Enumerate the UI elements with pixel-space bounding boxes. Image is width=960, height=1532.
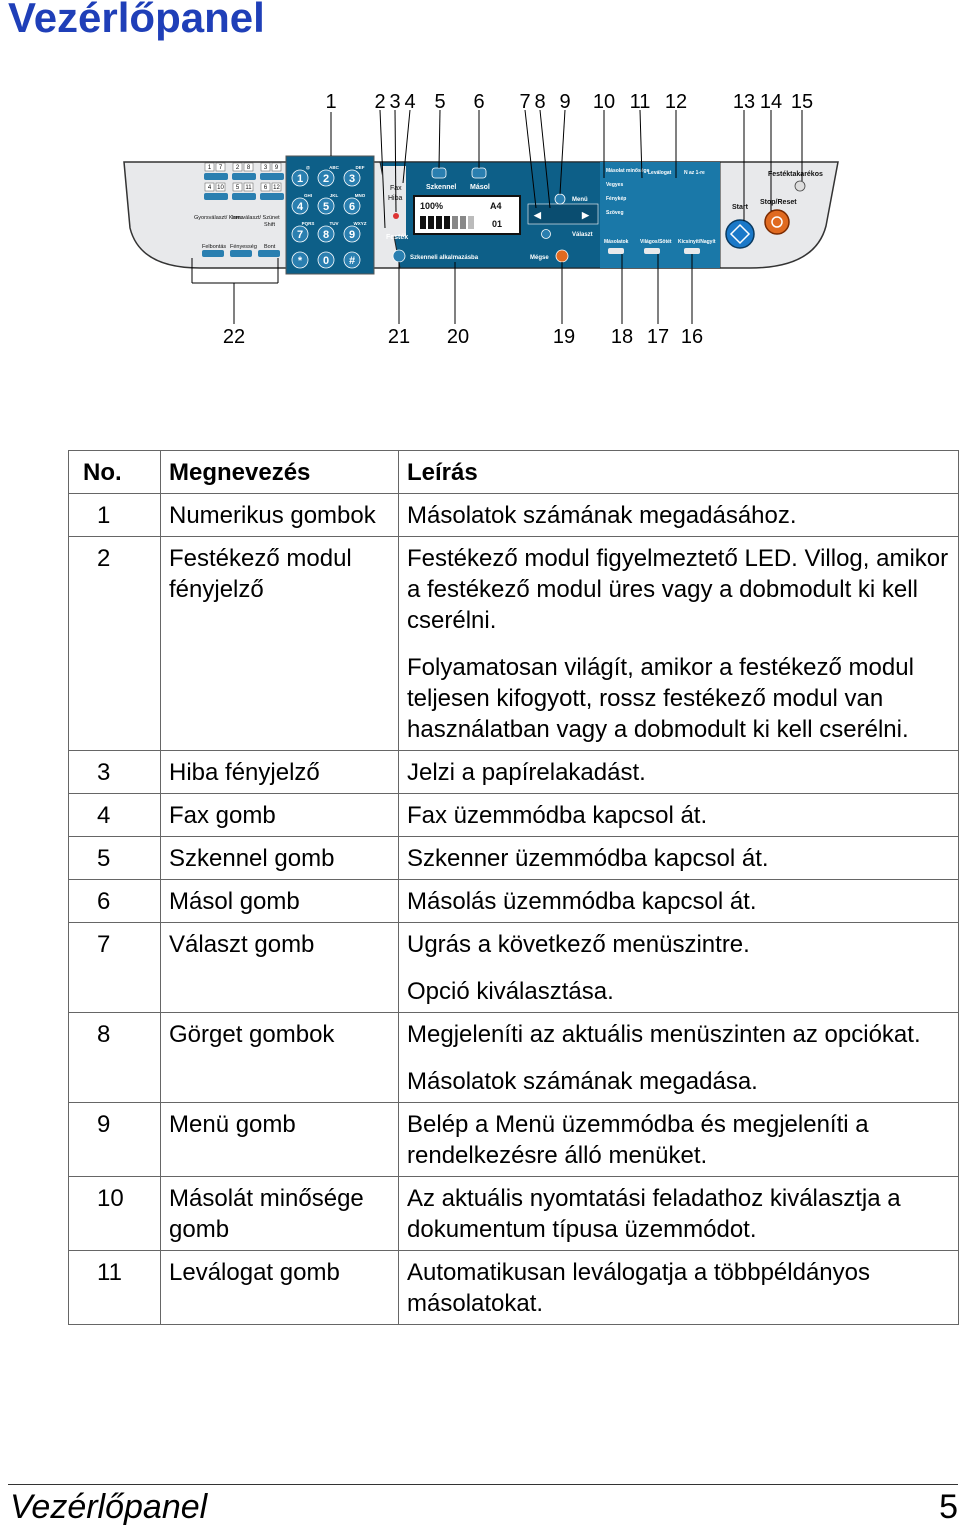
row-number: 5 [69, 837, 161, 880]
callout-number: 11 [629, 91, 651, 113]
szoveg-label: Szöveg [606, 210, 624, 216]
keypad-key-label: 0 [322, 255, 330, 267]
row-name: Választ gomb [161, 923, 399, 1013]
keypad-key-label: 4 [296, 201, 304, 213]
callout-number: 17 [646, 326, 670, 348]
callout-number: 13 [732, 91, 756, 113]
keypad-letters: WXYZ [353, 221, 367, 226]
festektakarekos-button[interactable] [795, 181, 805, 191]
callout-number: 9 [559, 91, 571, 113]
callout-number: 4 [404, 91, 416, 113]
callout-number: 3 [389, 91, 401, 113]
row-number: 7 [69, 923, 161, 1013]
bont-button[interactable] [258, 250, 280, 257]
table-row [69, 794, 959, 837]
speed-dial-number: 9 [274, 165, 279, 171]
callout-number: 19 [552, 326, 576, 348]
speed-dial-button[interactable] [232, 173, 256, 180]
keypad-key-label: 2 [322, 173, 330, 185]
description-paragraph: Opció kiválasztása. [407, 978, 614, 1005]
callout-number: 15 [790, 91, 814, 113]
keypad-letters: GHI [303, 193, 313, 198]
szkenneli-alkalmazasba-button[interactable] [393, 250, 405, 262]
speed-dial-button[interactable] [232, 193, 256, 200]
description-paragraph: Fax üzemmódba kapcsol át. [407, 802, 708, 829]
row-name: Fax gomb [161, 794, 399, 837]
vilagos-sotet-label: Világos/Sötét [640, 239, 672, 245]
masol-button[interactable] [472, 168, 486, 178]
row-number: 8 [69, 1013, 161, 1103]
callout-number: 16 [680, 326, 704, 348]
speed-dial-number: 4 [207, 185, 212, 191]
festektakarekos-label: Festéktakarékos [768, 171, 823, 178]
keypad-letters: ABC [329, 165, 339, 170]
keypad-letters: MNO [354, 193, 366, 198]
bont-label: Bont [264, 244, 276, 250]
speed-dial-number: 1 [207, 165, 212, 171]
description-paragraph: Belép a Menü üzemmódba és megjeleníti a rendelkezésre álló menüket. [407, 1111, 869, 1169]
description-paragraph: Az aktuális nyomtatási feladathoz kiválasztja a dokumentum típusa üzemmódot. [407, 1185, 901, 1243]
table-row [69, 751, 959, 794]
keypad-letters: JKL [329, 193, 339, 198]
description-paragraph: Jelzi a papírelakadást. [407, 759, 646, 786]
lcd-copies: 01 [492, 219, 503, 229]
hiba-led [393, 213, 399, 219]
row-number: 2 [69, 537, 161, 751]
row-number: 11 [69, 1251, 161, 1325]
ism-valaszt-label: Ism.választ/ Szünet [232, 215, 280, 221]
table-row [69, 837, 959, 880]
speed-dial-number: 10 [217, 185, 224, 191]
levalogat-label: Leválogat [648, 170, 672, 176]
header-name: Megnevezés [161, 451, 399, 494]
speed-dial-number: 8 [246, 165, 251, 171]
kicsinyit-nagyit-button[interactable] [684, 248, 700, 254]
keypad-key-label: 1 [296, 173, 304, 185]
keypad-letters: PQRS [301, 221, 315, 226]
row-description [399, 794, 959, 837]
row-name: Görget gombok [161, 1013, 399, 1103]
description-paragraph: Másolatok számának megadásához. [407, 502, 797, 529]
row-number: 1 [69, 494, 161, 537]
speed-dial-button[interactable] [260, 193, 284, 200]
callout-number: 2 [374, 91, 386, 113]
fax-label: Fax [390, 185, 402, 192]
callout-number: 22 [222, 326, 246, 348]
callout-number: 14 [759, 91, 783, 113]
row-description [399, 837, 959, 880]
row-name: Menü gomb [161, 1103, 399, 1177]
row-description [399, 537, 959, 751]
masolatok-button[interactable] [608, 248, 624, 254]
row-number: 6 [69, 880, 161, 923]
header-no: No. [69, 451, 161, 494]
masolatok-label: Másolatok [604, 239, 629, 245]
fenyesseg-button[interactable] [230, 250, 252, 257]
description-paragraph: Megjeleníti az aktuális menüszinten az opciókat. [407, 1021, 921, 1048]
hiba-label: Hiba [388, 195, 403, 202]
n-az-1-re-label: N az 1-re [684, 170, 705, 176]
description-paragraph: Automatikusan leválogatja a többpéldányos másolatokat. [407, 1259, 870, 1317]
lcd-bar [420, 216, 474, 229]
keypad-key-label: 3 [348, 173, 356, 185]
row-description [399, 923, 959, 1013]
valaszt-label: Választ [572, 232, 593, 238]
row-name: Festékező modul fényjelző [161, 537, 399, 751]
festek-label: Festék [386, 234, 409, 241]
row-name: Szkennel gomb [161, 837, 399, 880]
footer-divider [8, 1484, 958, 1485]
stop-reset-label: Stop/Reset [760, 199, 797, 206]
row-description [399, 1251, 959, 1325]
gyorsvalaszt-label: Gyorsválaszt/ Keres [194, 215, 244, 221]
table-header-row [69, 451, 959, 494]
shift-label: Shift [264, 222, 276, 228]
table-row [69, 923, 959, 1013]
lcd-paper: A4 [490, 201, 502, 211]
description-paragraph: Festékező modul figyelmeztető LED. Villog, amikor a festékező modul üres vagy a dobmodult ki kell cserélni. [407, 545, 949, 634]
row-name: Leválogat gomb [161, 1251, 399, 1325]
masol-label: Másol [470, 184, 490, 191]
menu-button[interactable] [555, 194, 565, 204]
table-row [69, 1013, 959, 1103]
table-row [69, 537, 959, 751]
callout-number: 1 [325, 91, 337, 113]
controls-table [68, 450, 959, 1325]
description-paragraph: Folyamatosan világít, amikor a festékező modul teljesen kifogyott, rossz festékező modul van használatban vagy a dobmodult ki kell cserélni. [407, 654, 914, 743]
kicsinyit-nagyit-label: Kicsinyít/Nagyít [678, 239, 716, 245]
control-panel-illustration [110, 78, 850, 358]
table-row [69, 1177, 959, 1251]
speed-dial-button[interactable] [260, 173, 284, 180]
row-description [399, 880, 959, 923]
table-row [69, 1251, 959, 1325]
description-paragraph: Ugrás a következő menüszintre. [407, 931, 750, 958]
callout-number: 20 [446, 326, 470, 348]
speed-dial-number: 3 [263, 165, 268, 171]
row-description [399, 494, 959, 537]
keypad-key-label: 6 [348, 201, 356, 213]
page-title: Vezérlőpanel [8, 0, 265, 41]
row-number: 3 [69, 751, 161, 794]
callout-number: 5 [434, 91, 446, 113]
felbontas-label: Felbontás [202, 244, 227, 250]
vilagos-sotet-button[interactable] [644, 248, 660, 254]
keypad-key-label: # [348, 255, 356, 267]
table-row [69, 494, 959, 537]
speed-dial-number: 5 [235, 185, 240, 191]
fenyesseg-label: Fényesség [230, 244, 257, 250]
row-description [399, 1177, 959, 1251]
keypad-key-label: 8 [322, 229, 330, 241]
callout-number: 6 [473, 91, 485, 113]
speed-dial-button[interactable] [204, 193, 228, 200]
scroll-right-icon: ▶ [582, 210, 589, 220]
row-name: Hiba fényjelző [161, 751, 399, 794]
row-number: 10 [69, 1177, 161, 1251]
megse-label: Mégse [530, 255, 549, 261]
row-description [399, 751, 959, 794]
keypad-key-label: 7 [296, 229, 304, 241]
keypad-letters: DEF [355, 165, 365, 170]
keypad-letters: TUV [329, 221, 339, 226]
menu-label: Menü [572, 197, 588, 203]
speed-dial-number: 2 [235, 165, 240, 171]
masolat-minosege-label: Másolat minősége [606, 168, 650, 174]
start-label: Start [732, 204, 748, 211]
speed-dial-button[interactable] [204, 173, 228, 180]
keypad-key-label: 9 [348, 229, 356, 241]
stop-reset-button[interactable] [765, 210, 789, 234]
row-description [399, 1103, 959, 1177]
szkennel-button[interactable] [432, 168, 446, 178]
szkenneli-alkalmazasba-label: Szkenneli alkalmazásba [410, 255, 479, 261]
scroll-left-icon: ◀ [534, 210, 541, 220]
callout-number: 10 [592, 91, 616, 113]
vegyes-label: Vegyes [606, 182, 624, 188]
row-name: Másol gomb [161, 880, 399, 923]
row-number: 9 [69, 1103, 161, 1177]
callout-number: 18 [610, 326, 634, 348]
callout-number: 7 [519, 91, 531, 113]
speed-dial-number: 7 [218, 165, 223, 171]
row-name: Numerikus gombok [161, 494, 399, 537]
description-paragraph: Szkenner üzemmódba kapcsol át. [407, 845, 769, 872]
callout-number: 8 [534, 91, 546, 113]
control-panel-diagram [110, 78, 850, 358]
callout-number: 21 [387, 326, 411, 348]
speed-dial-number: 11 [245, 185, 252, 191]
row-description [399, 1013, 959, 1103]
row-name: Másolát minősége gomb [161, 1177, 399, 1251]
keypad-key-label: 5 [322, 201, 330, 213]
footer-title: Vezérlőpanel [10, 1488, 208, 1526]
description-paragraph: Másolatok számának megadása. [407, 1068, 758, 1095]
table-row [69, 1103, 959, 1177]
keypad-key-label: * [297, 255, 303, 267]
megse-button[interactable] [556, 250, 568, 262]
felbontas-button[interactable] [202, 250, 224, 257]
header-desc: Leírás [399, 451, 959, 494]
szkennel-label: Szkennel [426, 184, 457, 191]
speed-dial-number: 6 [263, 185, 268, 191]
description-paragraph: Másolás üzemmódba kapcsol át. [407, 888, 757, 915]
row-number: 4 [69, 794, 161, 837]
lcd-zoom: 100% [420, 201, 444, 211]
callout-number: 12 [664, 91, 688, 113]
valaszt-button[interactable] [542, 230, 551, 239]
keypad-letters: @ [305, 165, 311, 170]
table-row [69, 880, 959, 923]
page-number: 5 [939, 1488, 958, 1526]
speed-dial-number: 12 [273, 185, 280, 191]
fenykep-label: Fénykép [606, 196, 627, 202]
